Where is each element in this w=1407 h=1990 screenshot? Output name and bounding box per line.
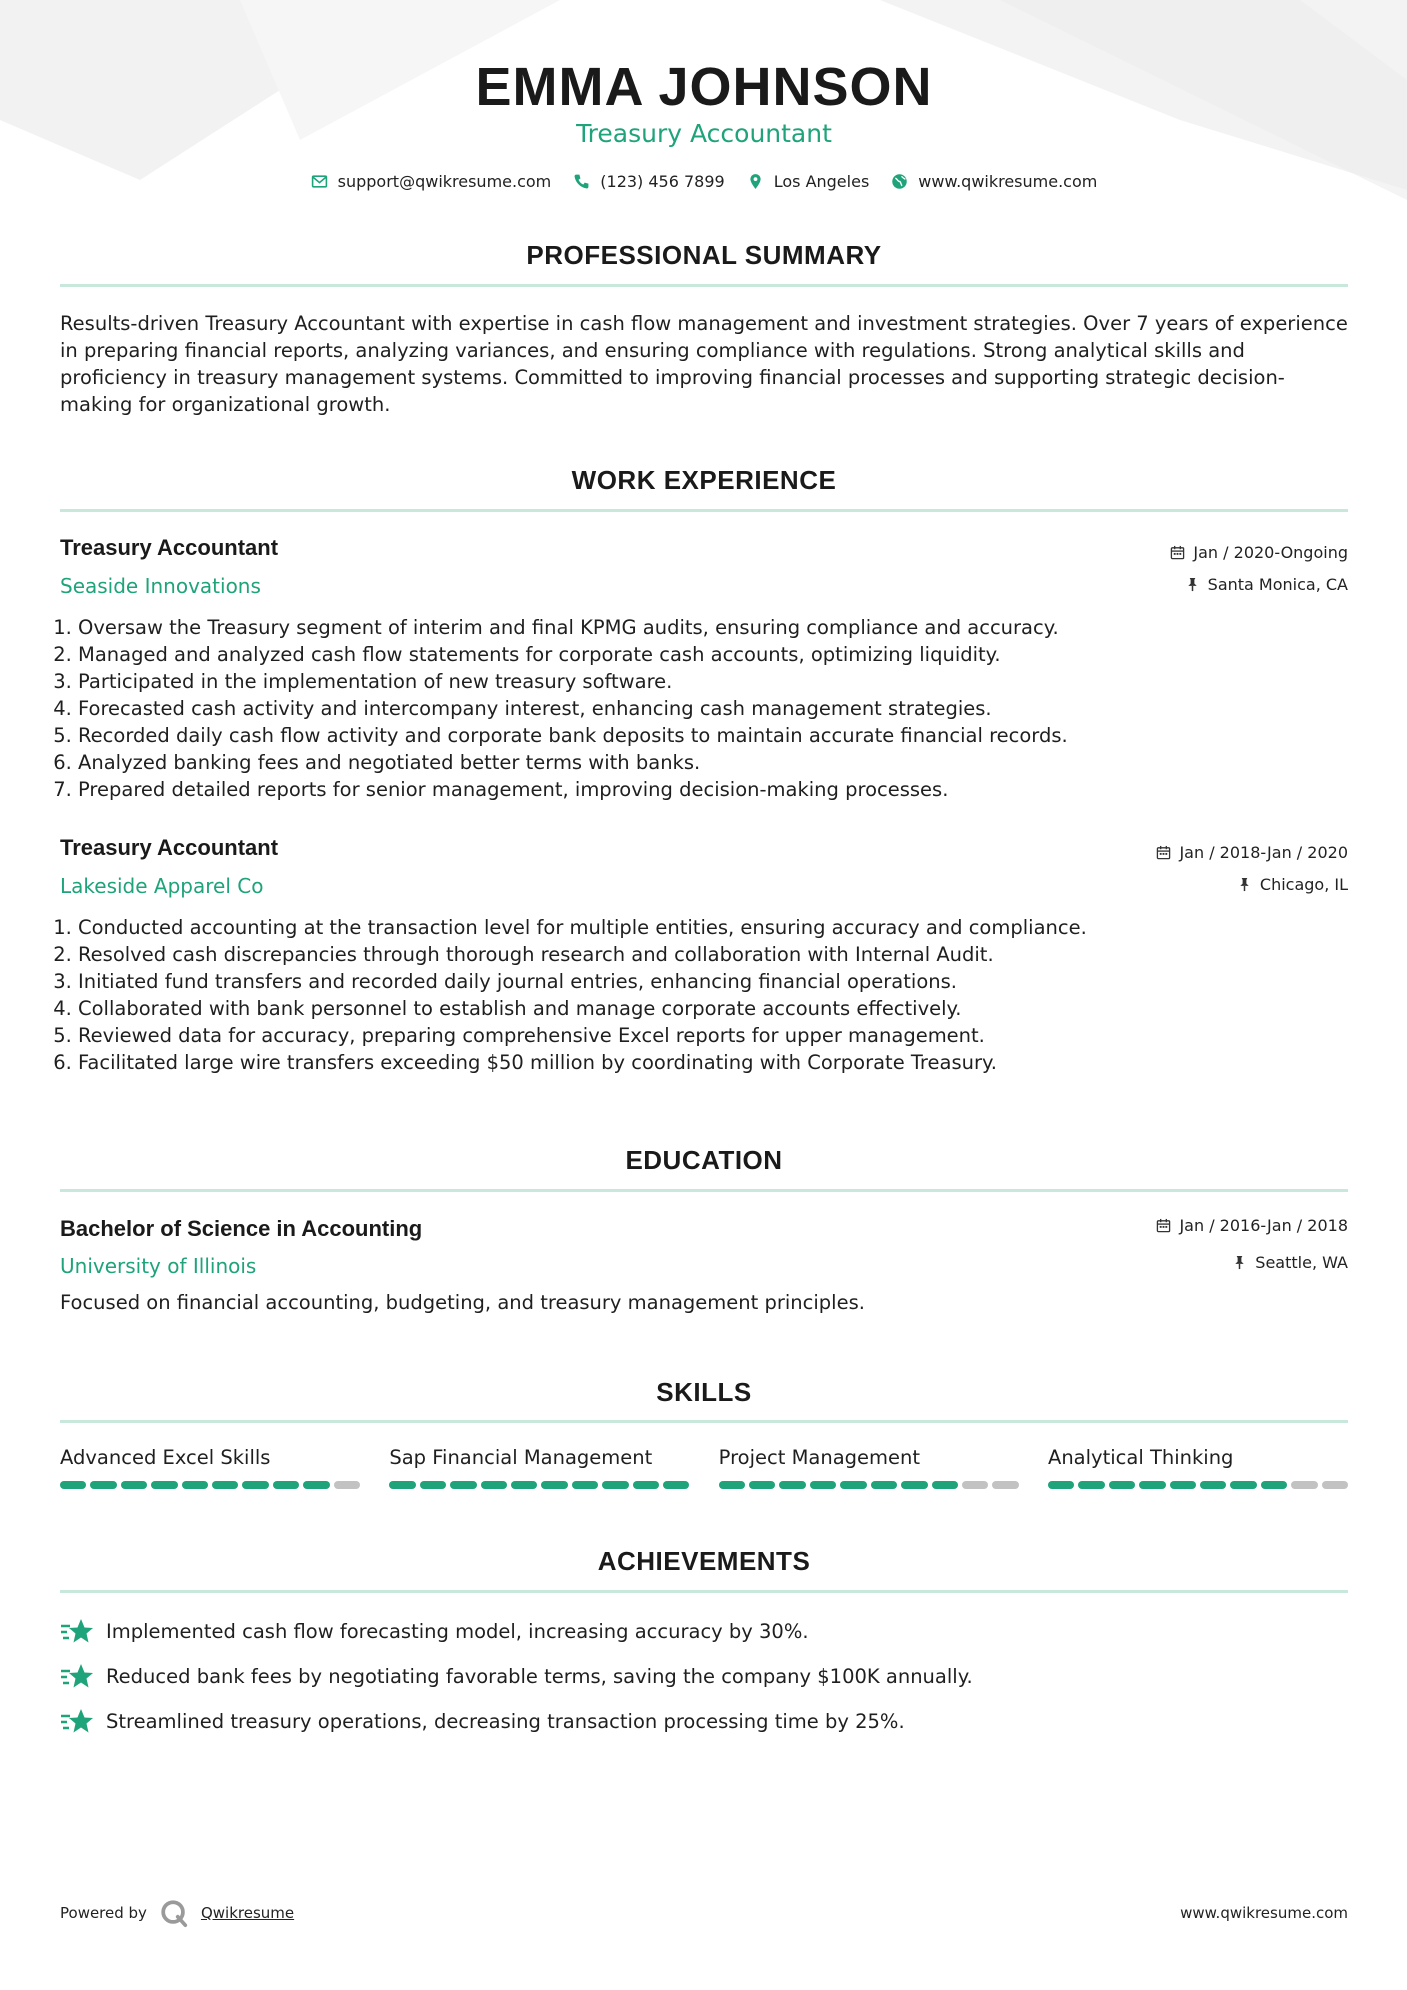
pushpin-icon [1237, 877, 1252, 892]
experience-heading: WORK EXPERIENCE [571, 465, 837, 495]
job-location-text: Santa Monica, CA [1207, 575, 1348, 594]
job-bullets [60, 914, 1338, 1076]
job-dates-text: Jan / 2020-Ongoing [1193, 543, 1348, 562]
skill-segment-empty [334, 1481, 360, 1489]
achievement-item [60, 1662, 973, 1690]
list-item: 1. Conducted accounting at the transaction level for multiple entities, ensuring accuracy and compliance. [78, 914, 1338, 941]
skill-segment-filled [481, 1481, 507, 1489]
email-text: support@qwikresume.com [337, 172, 552, 191]
skill-segment-filled [1109, 1481, 1135, 1489]
map-pin-icon [747, 173, 764, 190]
skill-level-bar [389, 1481, 689, 1489]
skill-segment-filled [1200, 1481, 1226, 1489]
skill-segment-filled [90, 1481, 116, 1489]
skill-segment-filled [182, 1481, 208, 1489]
section-divider [60, 284, 1348, 287]
education-description: Focused on financial accounting, budgeting, and treasury management principles. [60, 1291, 865, 1314]
contact-phone[interactable] [573, 172, 724, 191]
star-icon [60, 1617, 94, 1645]
job-company: Lakeside Apparel Co [60, 874, 264, 898]
footer-powered-by [60, 1898, 294, 1928]
skill-segment-filled [663, 1481, 689, 1489]
job-location-text: Chicago, IL [1259, 875, 1348, 894]
skill-item [389, 1446, 689, 1489]
skill-segment-filled [60, 1481, 86, 1489]
skill-segment-filled [212, 1481, 238, 1489]
list-item: 5. Recorded daily cash flow activity and corporate bank deposits to maintain accurate financial records. [78, 722, 1338, 749]
skill-segment-filled [389, 1481, 415, 1489]
skill-level-bar [719, 1481, 1019, 1489]
skill-level-bar [1048, 1481, 1348, 1489]
pushpin-icon [1185, 577, 1200, 592]
skill-name: Advanced Excel Skills [60, 1446, 271, 1469]
skill-segment-filled [572, 1481, 598, 1489]
skill-segment-filled [151, 1481, 177, 1489]
qwikresume-logo-icon [159, 1898, 189, 1928]
calendar-icon [1170, 545, 1185, 560]
list-item: 4. Forecasted cash activity and intercompany interest, enhancing cash management strategies. [78, 695, 1338, 722]
list-item: 6. Facilitated large wire transfers exceeding $50 million by coordinating with Corporate Treasury. [78, 1049, 1338, 1076]
powered-by-label: Powered by [60, 1904, 147, 1922]
skill-segment-filled [840, 1481, 866, 1489]
summary-text: Results-driven Treasury Accountant with expertise in cash flow management and investment strategies. Over 7 years of experience in preparing financial reports, analyzing variances, and ensuring compliance with regulations. Strong analytical skills and proficiency in treasury management systems. Committed to improving financial processes and supporting strategic decision-making for organizational growth. [60, 312, 1348, 416]
list-item: 4. Collaborated with bank personnel to establish and manage corporate accounts effectively. [78, 995, 1338, 1022]
skill-segment-filled [901, 1481, 927, 1489]
skill-name: Analytical Thinking [1047, 1446, 1234, 1469]
education-dates-text: Jan / 2016-Jan / 2018 [1179, 1216, 1348, 1235]
job-dates-text: Jan / 2018-Jan / 2020 [1179, 843, 1348, 862]
skill-item [60, 1446, 360, 1489]
envelope-icon [311, 173, 328, 190]
skill-segment-empty [1291, 1481, 1317, 1489]
education-heading: EDUCATION [625, 1145, 783, 1175]
job-location [1237, 875, 1348, 894]
job-dates [1170, 543, 1348, 562]
skill-segment-filled [810, 1481, 836, 1489]
job-bullets [60, 614, 1338, 803]
skill-segment-filled [749, 1481, 775, 1489]
section-divider [60, 1420, 1348, 1423]
education-location [1232, 1253, 1348, 1272]
skill-segment-filled [303, 1481, 329, 1489]
skill-segment-filled [602, 1481, 628, 1489]
contact-email[interactable] [311, 172, 552, 191]
job-title: Treasury Accountant [60, 835, 279, 860]
list-item: 7. Prepared detailed reports for senior management, improving decision-making processes. [78, 776, 1338, 803]
skill-segment-filled [242, 1481, 268, 1489]
achievement-text: Streamlined treasury operations, decreasing transaction processing time by 25%. [106, 1709, 905, 1733]
skill-segment-filled [871, 1481, 897, 1489]
skill-segment-filled [273, 1481, 299, 1489]
candidate-role: Treasury Accountant [576, 119, 832, 148]
phone-icon [573, 173, 590, 190]
section-divider [60, 1189, 1348, 1192]
star-icon [60, 1662, 94, 1690]
list-item: 1. Oversaw the Treasury segment of interim and final KPMG audits, ensuring compliance and accuracy. [78, 614, 1338, 641]
skills-list [60, 1446, 1348, 1489]
skills-heading: SKILLS [656, 1377, 752, 1407]
contact-bar [60, 172, 1348, 191]
summary-heading: PROFESSIONAL SUMMARY [526, 240, 882, 270]
list-item: 2. Managed and analyzed cash flow statements for corporate cash accounts, optimizing liquidity. [78, 641, 1338, 668]
achievement-item [60, 1707, 905, 1735]
skill-segment-filled [121, 1481, 147, 1489]
location-text: Los Angeles [773, 172, 870, 191]
achievement-text: Reduced bank fees by negotiating favorable terms, saving the company $100K annually. [106, 1664, 973, 1688]
school-name: University of Illinois [60, 1254, 257, 1278]
calendar-icon [1156, 845, 1171, 860]
website-text: www.qwikresume.com [918, 172, 1098, 191]
education-dates [1156, 1216, 1348, 1235]
calendar-icon [1156, 1218, 1171, 1233]
skill-segment-filled [511, 1481, 537, 1489]
contact-location [747, 172, 870, 191]
contact-website[interactable] [891, 172, 1097, 191]
section-divider [60, 1590, 1348, 1593]
achievement-item [60, 1617, 809, 1645]
skill-segment-filled [1230, 1481, 1256, 1489]
skill-segment-filled [1139, 1481, 1165, 1489]
skill-segment-filled [420, 1481, 446, 1489]
skill-segment-filled [779, 1481, 805, 1489]
skill-segment-empty [962, 1481, 988, 1489]
footer-website[interactable]: www.qwikresume.com [1180, 1904, 1348, 1922]
skill-segment-filled [633, 1481, 659, 1489]
skill-segment-filled [932, 1481, 958, 1489]
pushpin-icon [1232, 1255, 1247, 1270]
star-icon [60, 1707, 94, 1735]
list-item: 3. Initiated fund transfers and recorded daily journal entries, enhancing financial operations. [78, 968, 1338, 995]
skill-segment-filled [1170, 1481, 1196, 1489]
candidate-name: EMMA JOHNSON [475, 57, 933, 117]
job-location [1185, 575, 1348, 594]
skill-name: Project Management [718, 1446, 921, 1469]
skill-segment-filled [1078, 1481, 1104, 1489]
skill-segment-empty [992, 1481, 1018, 1489]
skill-name: Sap Financial Management [389, 1446, 653, 1469]
skill-segment-filled [450, 1481, 476, 1489]
brand-link[interactable]: Qwikresume [200, 1904, 295, 1922]
job-title: Treasury Accountant [60, 535, 279, 560]
skill-level-bar [60, 1481, 360, 1489]
skill-segment-empty [1322, 1481, 1348, 1489]
phone-text: (123) 456 7899 [600, 172, 725, 191]
list-item: 5. Reviewed data for accuracy, preparing comprehensive Excel reports for upper management. [78, 1022, 1338, 1049]
skill-item [1048, 1446, 1348, 1489]
globe-icon [891, 173, 908, 190]
list-item: 3. Participated in the implementation of new treasury software. [78, 668, 1338, 695]
section-divider [60, 509, 1348, 512]
list-item: 2. Resolved cash discrepancies through thorough research and collaboration with Internal Audit. [78, 941, 1338, 968]
skill-segment-filled [1048, 1481, 1074, 1489]
job-company: Seaside Innovations [60, 574, 261, 598]
skill-item [719, 1446, 1019, 1489]
skill-segment-filled [719, 1481, 745, 1489]
skill-segment-filled [541, 1481, 567, 1489]
degree-title: Bachelor of Science in Accounting [60, 1216, 423, 1241]
achievements-heading: ACHIEVEMENTS [597, 1546, 811, 1576]
achievement-text: Implemented cash flow forecasting model, increasing accuracy by 30%. [106, 1619, 809, 1643]
skill-segment-filled [1261, 1481, 1287, 1489]
list-item: 6. Analyzed banking fees and negotiated better terms with banks. [78, 749, 1338, 776]
education-location-text: Seattle, WA [1255, 1253, 1348, 1272]
job-dates [1156, 843, 1348, 862]
